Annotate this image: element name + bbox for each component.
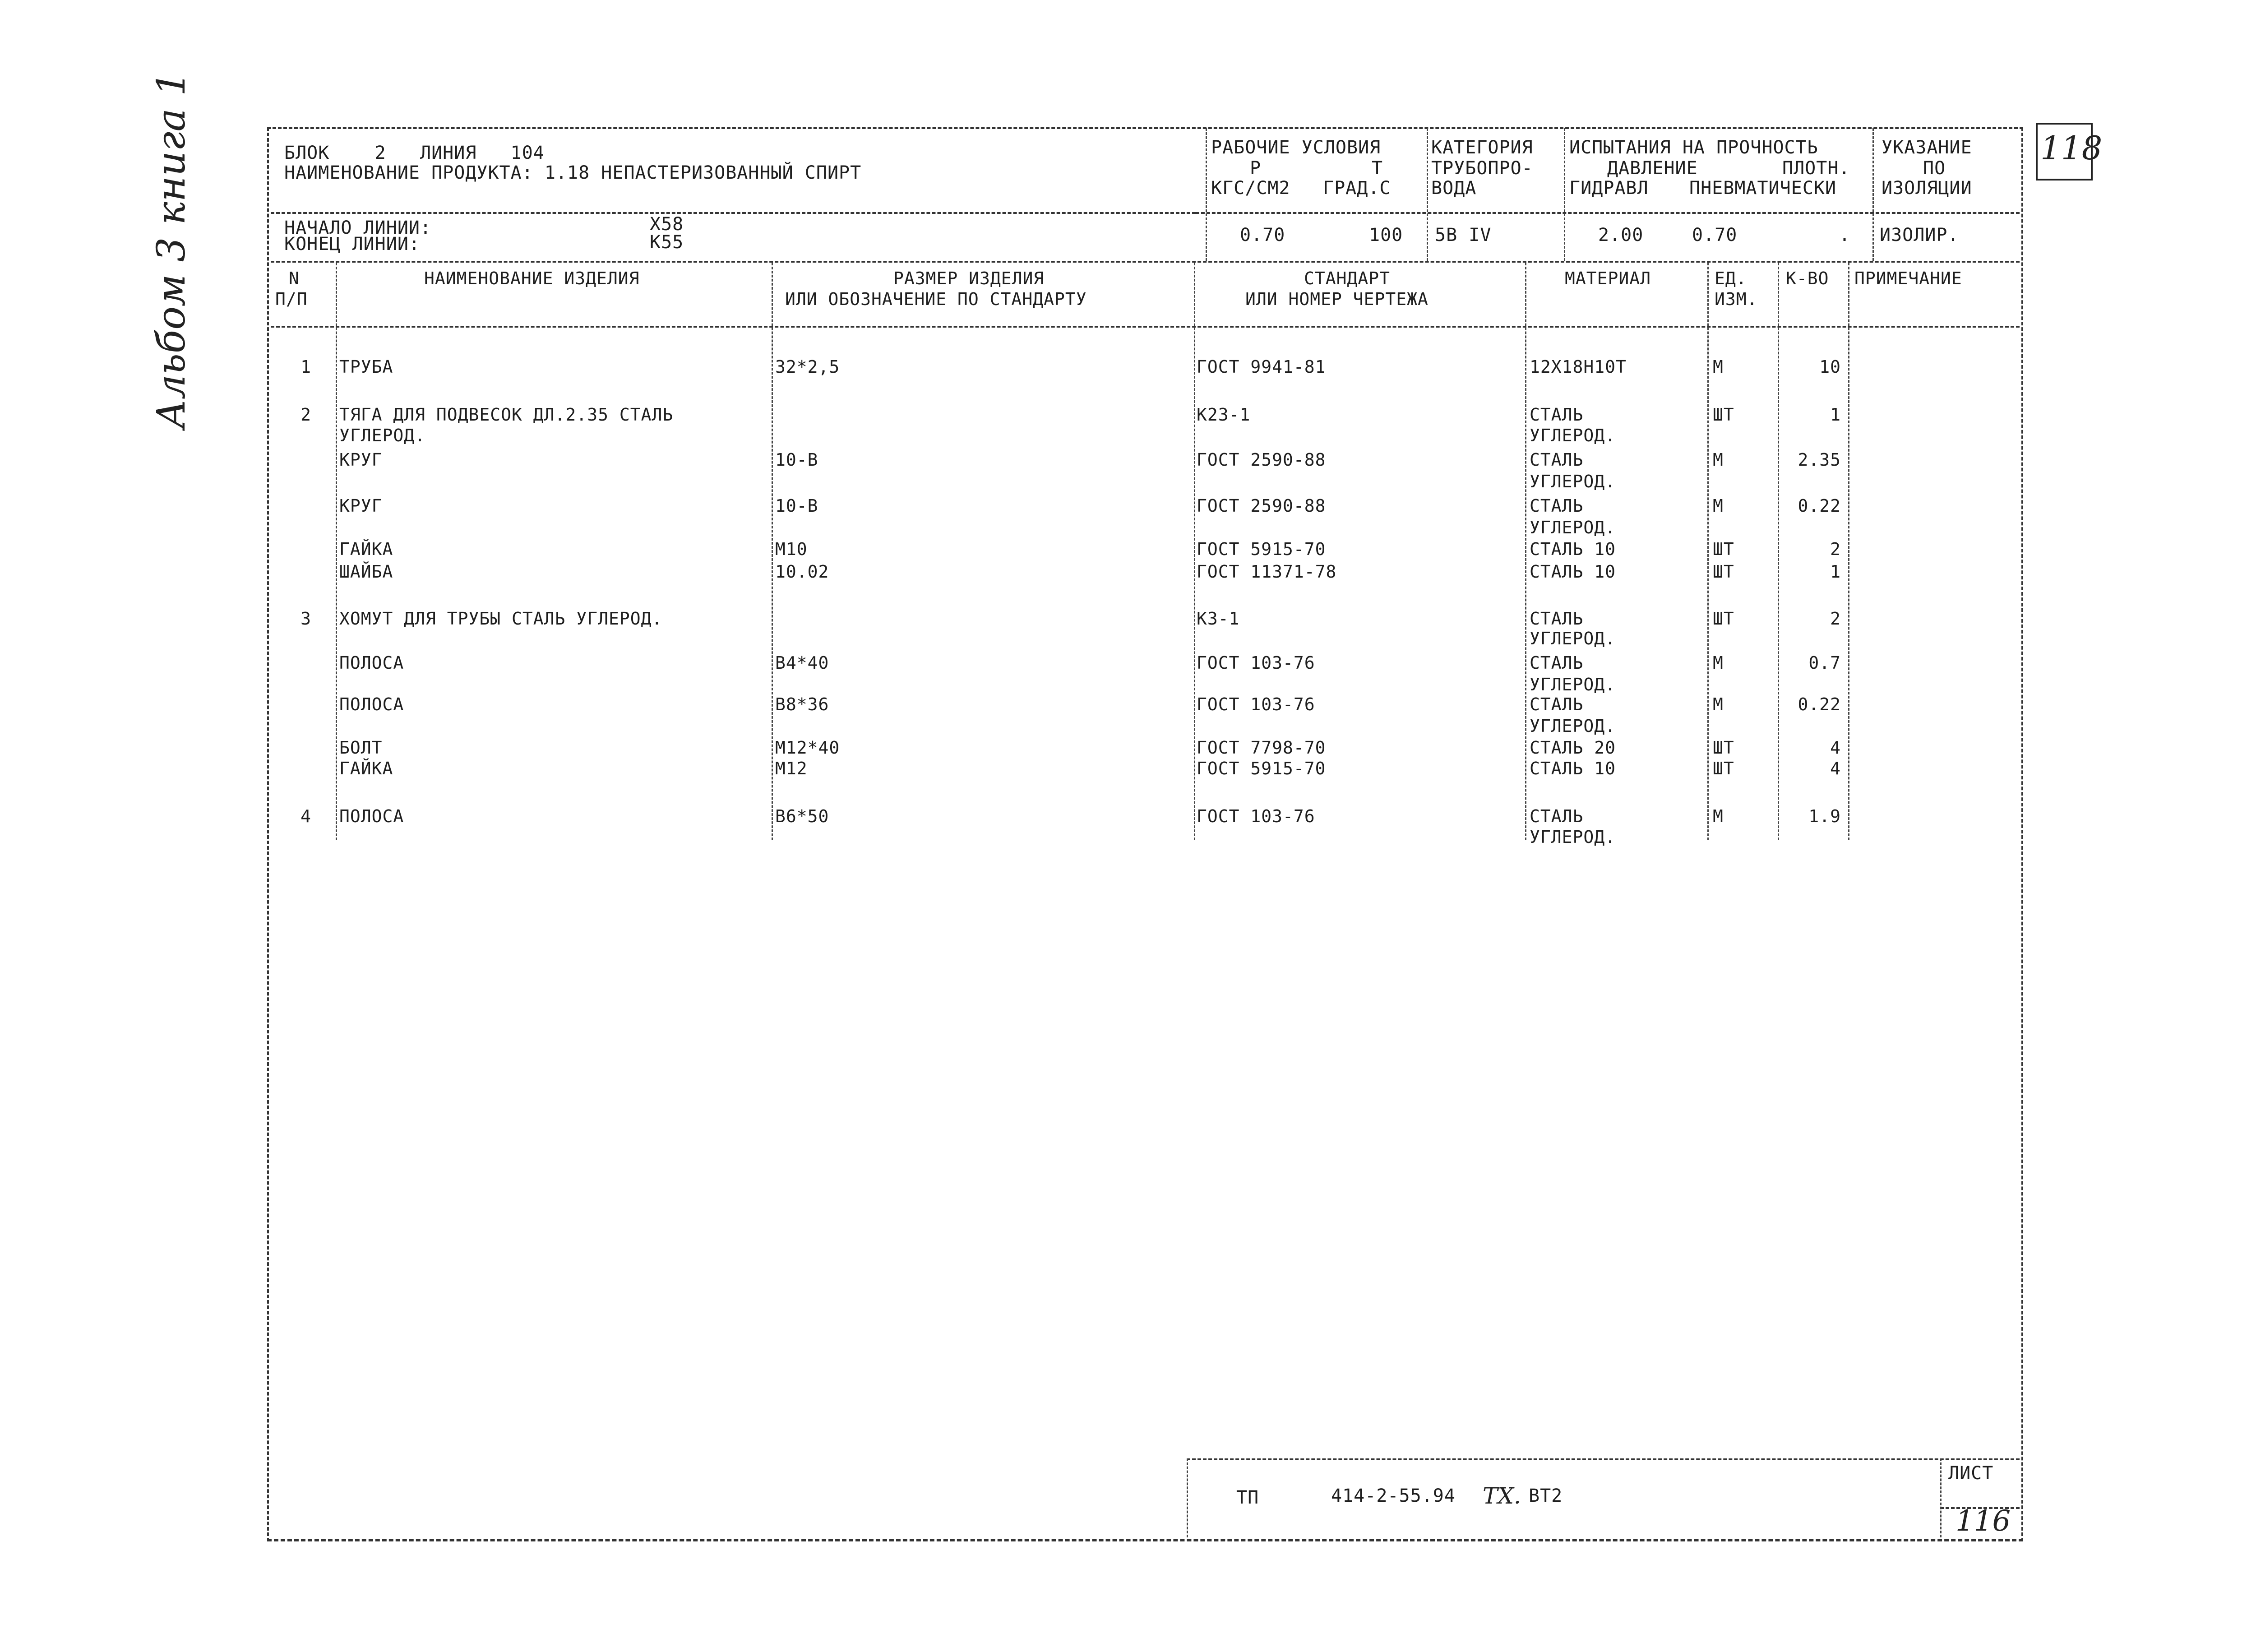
- item-qty: 4: [1830, 738, 1841, 758]
- item-standard: ГОСТ 9941-81: [1197, 357, 1326, 377]
- vsep-name: [772, 263, 773, 840]
- col-size-header-1: РАЗМЕР ИЗДЕЛИЯ: [893, 268, 1045, 288]
- temperature-value: 100: [1369, 225, 1403, 245]
- item-material: УГЛЕРОД.: [1530, 827, 1616, 847]
- insulation-value: ИЗОЛИР.: [1880, 225, 1959, 245]
- item-size: 32*2,5: [775, 357, 840, 377]
- item-material: УГЛЕРОД.: [1530, 518, 1616, 537]
- insulation-heading-1: УКАЗАНИЕ: [1882, 137, 1972, 158]
- header-divider-right: [1196, 212, 2020, 214]
- item-standard: ГОСТ 2590-88: [1197, 450, 1326, 470]
- vsep-hdr-3: [1564, 128, 1565, 261]
- item-standard: ГОСТ 103-76: [1197, 694, 1315, 714]
- item-material: СТАЛЬ 10: [1530, 562, 1616, 582]
- item-size: M10: [775, 539, 808, 559]
- item-standard: ГОСТ 103-76: [1197, 806, 1315, 826]
- vsep-hdr-4: [1872, 128, 1874, 261]
- item-qty: 1.9: [1808, 806, 1841, 826]
- item-size: 10-B: [775, 450, 818, 470]
- item-name: ХОМУТ ДЛЯ ТРУБЫ СТАЛЬ УГЛЕРОД.: [339, 609, 663, 629]
- item-standard: ГОСТ 11371-78: [1197, 562, 1337, 582]
- test-pressure-label: ДАВЛЕНИЕ: [1607, 158, 1698, 179]
- item-material: УГЛЕРОД.: [1530, 675, 1616, 694]
- item-name: ТЯГА ДЛЯ ПОДВЕСОК ДЛ.2.35 СТАЛЬ: [339, 405, 674, 425]
- line-start-value: X58: [650, 214, 684, 235]
- item-unit: ШТ: [1713, 405, 1734, 425]
- item-material: СТАЛЬ: [1530, 806, 1584, 826]
- item-size: M12*40: [775, 738, 840, 758]
- item-unit: М: [1713, 694, 1724, 714]
- line-end-label: КОНЕЦ ЛИНИИ:: [284, 234, 420, 255]
- col-unit-header-1: ЕД.: [1715, 268, 1747, 288]
- sheet-frame: [267, 127, 2023, 1541]
- category-heading-2: ТРУБОПРО-: [1431, 158, 1533, 179]
- item-size: M12: [775, 759, 808, 778]
- col-qty-header: К-ВО: [1786, 268, 1829, 288]
- item-standard: ГОСТ 5915-70: [1197, 539, 1326, 559]
- item-material: СТАЛЬ 20: [1530, 738, 1616, 758]
- test-pneumatic-label: ПНЕВМАТИЧЕСКИ: [1689, 178, 1837, 199]
- col-note-header: ПРИМЕЧАНИЕ: [1854, 268, 1962, 288]
- item-unit: М: [1713, 450, 1724, 470]
- doc-code-handwritten: ТХ.: [1483, 1483, 1521, 1509]
- insulation-heading-3: ИЗОЛЯЦИИ: [1882, 178, 1972, 199]
- item-name: ГАЙКА: [339, 539, 393, 559]
- item-material: СТАЛЬ: [1530, 609, 1584, 629]
- row-number: 1: [300, 357, 311, 377]
- item-material: СТАЛЬ: [1530, 450, 1584, 470]
- doc-code-suffix: BT2: [1529, 1485, 1563, 1506]
- item-qty: 4: [1830, 759, 1841, 778]
- pressure-symbol: P: [1250, 158, 1262, 179]
- vsep-title-block: [1187, 1458, 1188, 1537]
- item-qty: 10: [1819, 357, 1841, 377]
- doc-code: 414-2-55.94: [1331, 1485, 1456, 1506]
- pressure-unit: КГС/СМ2: [1211, 178, 1290, 199]
- item-unit: ШТ: [1713, 539, 1734, 559]
- item-qty: 1: [1830, 405, 1841, 425]
- col-std-header-1: СТАНДАРТ: [1304, 268, 1391, 288]
- item-standard: ГОСТ 7798-70: [1197, 738, 1326, 758]
- item-name: ШАЙБА: [339, 562, 393, 582]
- category-value: 5B IV: [1435, 225, 1492, 245]
- item-unit: М: [1713, 806, 1724, 826]
- item-size: B6*50: [775, 806, 829, 826]
- hydraulic-value: 2.00: [1598, 225, 1644, 245]
- item-size: 10.02: [775, 562, 829, 582]
- title-block-rule: [1187, 1458, 2020, 1460]
- item-name: ГАЙКА: [339, 759, 393, 778]
- item-material: УГЛЕРОД.: [1530, 472, 1616, 491]
- item-standard: ГОСТ 5915-70: [1197, 759, 1326, 778]
- item-size: B8*36: [775, 694, 829, 714]
- vsep-sheet-cell: [1940, 1458, 1942, 1537]
- item-qty: 2: [1830, 539, 1841, 559]
- item-size: 10-B: [775, 496, 818, 516]
- pneumatic-value: 0.70: [1692, 225, 1738, 245]
- category-heading-3: ВОДА: [1431, 178, 1477, 199]
- item-qty: 2.35: [1798, 450, 1841, 470]
- block-line-text: БЛОК 2 ЛИНИЯ 104: [284, 143, 545, 163]
- item-qty: 0.22: [1798, 496, 1841, 516]
- item-material: УГЛЕРОД.: [1530, 716, 1616, 736]
- vsep-num: [336, 263, 337, 840]
- item-unit: М: [1713, 653, 1724, 673]
- col-unit-header-2: ИЗМ.: [1715, 289, 1758, 309]
- item-qty: 0.22: [1798, 694, 1841, 714]
- item-standard: ГОСТ 2590-88: [1197, 496, 1326, 516]
- album-handwritten-note: Альбом 3 книга 1: [149, 71, 194, 429]
- test-density-label: ПЛОТН.: [1782, 158, 1850, 179]
- item-standard: K23-1: [1197, 405, 1251, 425]
- header-divider-left: [271, 212, 1196, 214]
- item-material: СТАЛЬ: [1530, 496, 1584, 516]
- vsep-unit: [1778, 263, 1779, 840]
- doc-code-prefix: ТП: [1236, 1487, 1259, 1508]
- item-material: СТАЛЬ 10: [1530, 539, 1616, 559]
- vsep-hdr-1: [1206, 128, 1207, 261]
- pressure-value: 0.70: [1240, 225, 1285, 245]
- item-name: КРУГ: [339, 450, 383, 470]
- item-name: ПОЛОСА: [339, 806, 404, 826]
- col-name-header: НАИМЕНОВАНИЕ ИЗДЕЛИЯ: [424, 268, 640, 288]
- col-num-2: П/П: [275, 289, 308, 309]
- insulation-heading-2: ПО: [1923, 158, 1946, 179]
- col-std-header-2: ИЛИ НОМЕР ЧЕРТЕЖА: [1245, 289, 1428, 309]
- density-value: .: [1839, 225, 1851, 245]
- item-name: БОЛТ: [339, 738, 383, 758]
- line-end-value: K55: [650, 232, 684, 253]
- item-material: 12X18H10T: [1530, 357, 1627, 377]
- temperature-symbol: T: [1372, 158, 1383, 179]
- item-name: ПОЛОСА: [339, 694, 404, 714]
- item-qty: 0.7: [1808, 653, 1841, 673]
- item-material: СТАЛЬ: [1530, 694, 1584, 714]
- item-standard: ГОСТ 103-76: [1197, 653, 1315, 673]
- item-material: СТАЛЬ: [1530, 405, 1584, 425]
- item-name: УГЛЕРОД.: [339, 426, 426, 445]
- item-unit: ШТ: [1713, 562, 1734, 582]
- item-name: ТРУБА: [339, 357, 393, 377]
- vsep-qty: [1848, 263, 1849, 840]
- item-unit: ШТ: [1713, 759, 1734, 778]
- page-stamp-number: 118: [2040, 129, 2103, 167]
- product-name-text: НАИМЕНОВАНИЕ ПРОДУКТА: 1.18 НЕПАСТЕРИЗОВАННЫЙ СПИРТ: [284, 162, 862, 183]
- row-number: 2: [300, 405, 311, 425]
- item-material: УГЛЕРОД.: [1530, 426, 1616, 445]
- item-unit: ШТ: [1713, 609, 1734, 629]
- test-hydraulic-label: ГИДРАВЛ: [1569, 178, 1649, 199]
- item-material: СТАЛЬ: [1530, 653, 1584, 673]
- item-unit: М: [1713, 496, 1724, 516]
- col-num-1: N: [289, 268, 300, 288]
- vsep-hdr-2: [1427, 128, 1428, 261]
- vsep-size: [1194, 263, 1195, 840]
- strength-test-title: ИСПЫТАНИЯ НА ПРОЧНОСТЬ: [1569, 137, 1818, 158]
- sheet-number: 116: [1956, 1504, 2011, 1538]
- item-material: УГЛЕРОД.: [1530, 629, 1616, 648]
- item-size: B4*40: [775, 653, 829, 673]
- temperature-unit: ГРАД.С: [1323, 178, 1391, 199]
- item-material: СТАЛЬ 10: [1530, 759, 1616, 778]
- item-qty: 1: [1830, 562, 1841, 582]
- item-standard: K3-1: [1197, 609, 1240, 629]
- category-heading-1: КАТЕГОРИЯ: [1431, 137, 1533, 158]
- col-material-header: МАТЕРИАЛ: [1565, 268, 1651, 288]
- working-conditions-title: РАБОЧИЕ УСЛОВИЯ: [1211, 137, 1381, 158]
- line-start-label: НАЧАЛО ЛИНИИ:: [284, 217, 432, 238]
- sheet-label: ЛИСТ: [1948, 1463, 1994, 1484]
- col-size-header-2: ИЛИ ОБОЗНАЧЕНИЕ ПО СТАНДАРТУ: [785, 289, 1087, 309]
- header-bottom-rule: [271, 261, 2020, 263]
- row-number: 4: [300, 806, 311, 826]
- vsep-std: [1525, 263, 1526, 840]
- item-name: КРУГ: [339, 496, 383, 516]
- column-header-rule: [271, 326, 2020, 328]
- item-unit: М: [1713, 357, 1724, 377]
- item-unit: ШТ: [1713, 738, 1734, 758]
- item-qty: 2: [1830, 609, 1841, 629]
- row-number: 3: [300, 609, 311, 629]
- vsep-mat: [1707, 263, 1709, 840]
- item-name: ПОЛОСА: [339, 653, 404, 673]
